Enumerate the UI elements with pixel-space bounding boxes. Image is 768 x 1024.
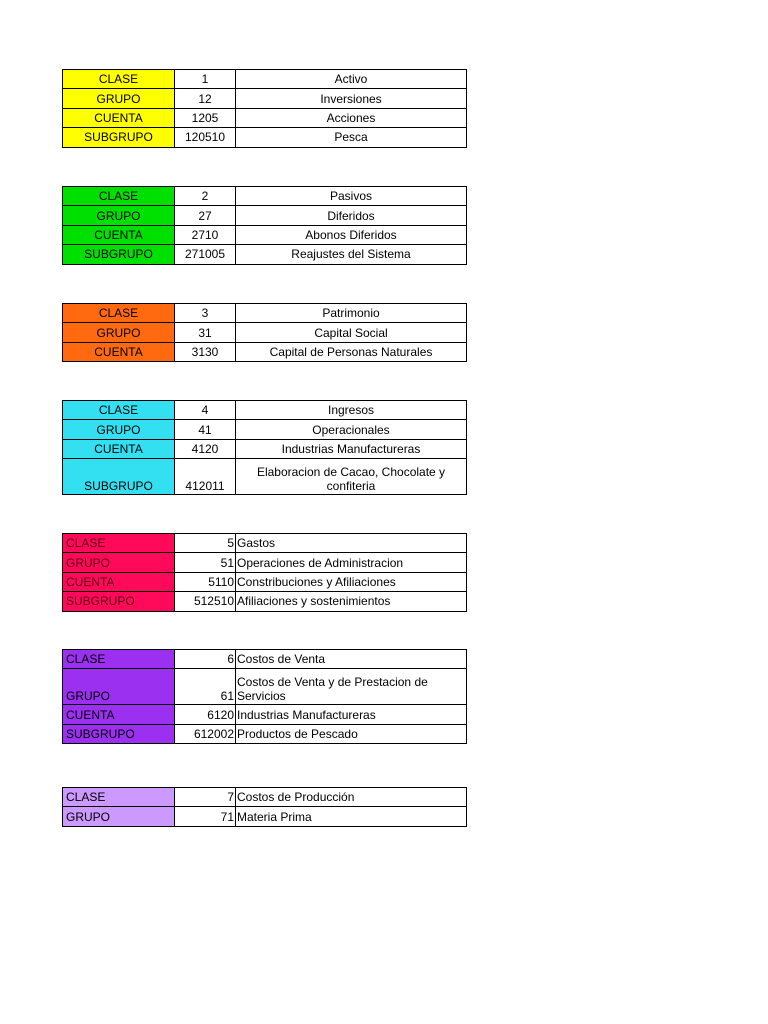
row-label: SUBGRUPO [63, 128, 175, 147]
row-code: 6 [175, 650, 236, 669]
account-block-5 [62, 533, 467, 612]
row-code: 3 [175, 304, 236, 323]
row-name: Pesca [236, 128, 467, 147]
row-name: Afiliaciones y sostenimientos [236, 592, 467, 611]
table-row [63, 534, 467, 553]
table-row [63, 401, 467, 420]
row-label: SUBGRUPO [63, 245, 175, 264]
row-code: 4 [175, 401, 236, 420]
table-row [63, 245, 467, 264]
row-label: GRUPO [63, 669, 175, 705]
table-row [63, 225, 467, 244]
table-row [63, 807, 467, 826]
row-label: CLASE [63, 401, 175, 420]
row-name: Gastos [236, 534, 467, 553]
row-label: CLASE [63, 70, 175, 89]
row-name: Capital de Personas Naturales [236, 342, 467, 361]
row-code: 61 [175, 669, 236, 705]
table-row [63, 459, 467, 495]
table-row [63, 323, 467, 342]
row-name: Acciones [236, 108, 467, 127]
account-block-4 [62, 400, 467, 495]
row-name: Materia Prima [236, 807, 467, 826]
row-code: 120510 [175, 128, 236, 147]
row-code: 2 [175, 187, 236, 206]
row-name: Patrimonio [236, 304, 467, 323]
account-block-3 [62, 303, 467, 362]
row-code: 612002 [175, 724, 236, 743]
table-row [63, 439, 467, 458]
account-block-2 [62, 186, 467, 265]
table-row [63, 592, 467, 611]
row-code: 6120 [175, 705, 236, 724]
table-row [63, 572, 467, 591]
row-label: CUENTA [63, 439, 175, 458]
row-label: CLASE [63, 304, 175, 323]
row-code: 512510 [175, 592, 236, 611]
row-label: GRUPO [63, 206, 175, 225]
row-code: 4120 [175, 439, 236, 458]
table-row [63, 420, 467, 439]
row-name: Industrias Manufactureras [236, 439, 467, 458]
row-name: Elaboracion de Cacao, Chocolate y confiteria [236, 459, 467, 495]
row-name: Operacionales [236, 420, 467, 439]
row-code: 2710 [175, 225, 236, 244]
row-name: Productos de Pescado [236, 724, 467, 743]
row-name: Costos de Producción [236, 788, 467, 807]
row-name: Operaciones de Administracion [236, 553, 467, 572]
row-code: 51 [175, 553, 236, 572]
row-label: GRUPO [63, 553, 175, 572]
row-code: 12 [175, 89, 236, 108]
row-code: 412011 [175, 459, 236, 495]
row-label: GRUPO [63, 807, 175, 826]
table-row [63, 553, 467, 572]
row-code: 5 [175, 534, 236, 553]
row-code: 1205 [175, 108, 236, 127]
row-code: 7 [175, 788, 236, 807]
row-name: Activo [236, 70, 467, 89]
row-name: Pasivos [236, 187, 467, 206]
row-label: CUENTA [63, 342, 175, 361]
row-label: CLASE [63, 650, 175, 669]
row-label: CUENTA [63, 705, 175, 724]
row-name: Industrias Manufactureras [236, 705, 467, 724]
row-name: Costos de Venta y de Prestacion de Servicios [236, 669, 467, 705]
row-code: 1 [175, 70, 236, 89]
row-name: Costos de Venta [236, 650, 467, 669]
row-label: CLASE [63, 788, 175, 807]
row-code: 27 [175, 206, 236, 225]
row-code: 41 [175, 420, 236, 439]
row-label: GRUPO [63, 89, 175, 108]
table-row [63, 705, 467, 724]
account-block-7 [62, 787, 467, 827]
table-row [63, 304, 467, 323]
row-code: 271005 [175, 245, 236, 264]
row-name: Capital Social [236, 323, 467, 342]
row-label: CLASE [63, 187, 175, 206]
table-row [63, 724, 467, 743]
row-code: 3130 [175, 342, 236, 361]
table-row [63, 669, 467, 705]
row-name: Abonos Diferidos [236, 225, 467, 244]
row-label: SUBGRUPO [63, 592, 175, 611]
row-label: CLASE [63, 534, 175, 553]
row-name: Inversiones [236, 89, 467, 108]
table-row [63, 108, 467, 127]
row-label: GRUPO [63, 323, 175, 342]
table-row [63, 650, 467, 669]
row-name: Reajustes del Sistema [236, 245, 467, 264]
account-block-6 [62, 649, 467, 744]
row-name: Constribuciones y Afiliaciones [236, 572, 467, 591]
row-label: SUBGRUPO [63, 459, 175, 495]
row-label: SUBGRUPO [63, 724, 175, 743]
table-row [63, 788, 467, 807]
row-name: Diferidos [236, 206, 467, 225]
table-row [63, 206, 467, 225]
table-row [63, 70, 467, 89]
table-row [63, 89, 467, 108]
row-code: 31 [175, 323, 236, 342]
table-row [63, 128, 467, 147]
row-label: CUENTA [63, 225, 175, 244]
table-row [63, 342, 467, 361]
row-label: CUENTA [63, 572, 175, 591]
row-name: Ingresos [236, 401, 467, 420]
row-code: 71 [175, 807, 236, 826]
table-row [63, 187, 467, 206]
account-block-1 [62, 69, 467, 148]
row-label: GRUPO [63, 420, 175, 439]
row-label: CUENTA [63, 108, 175, 127]
row-code: 5110 [175, 572, 236, 591]
